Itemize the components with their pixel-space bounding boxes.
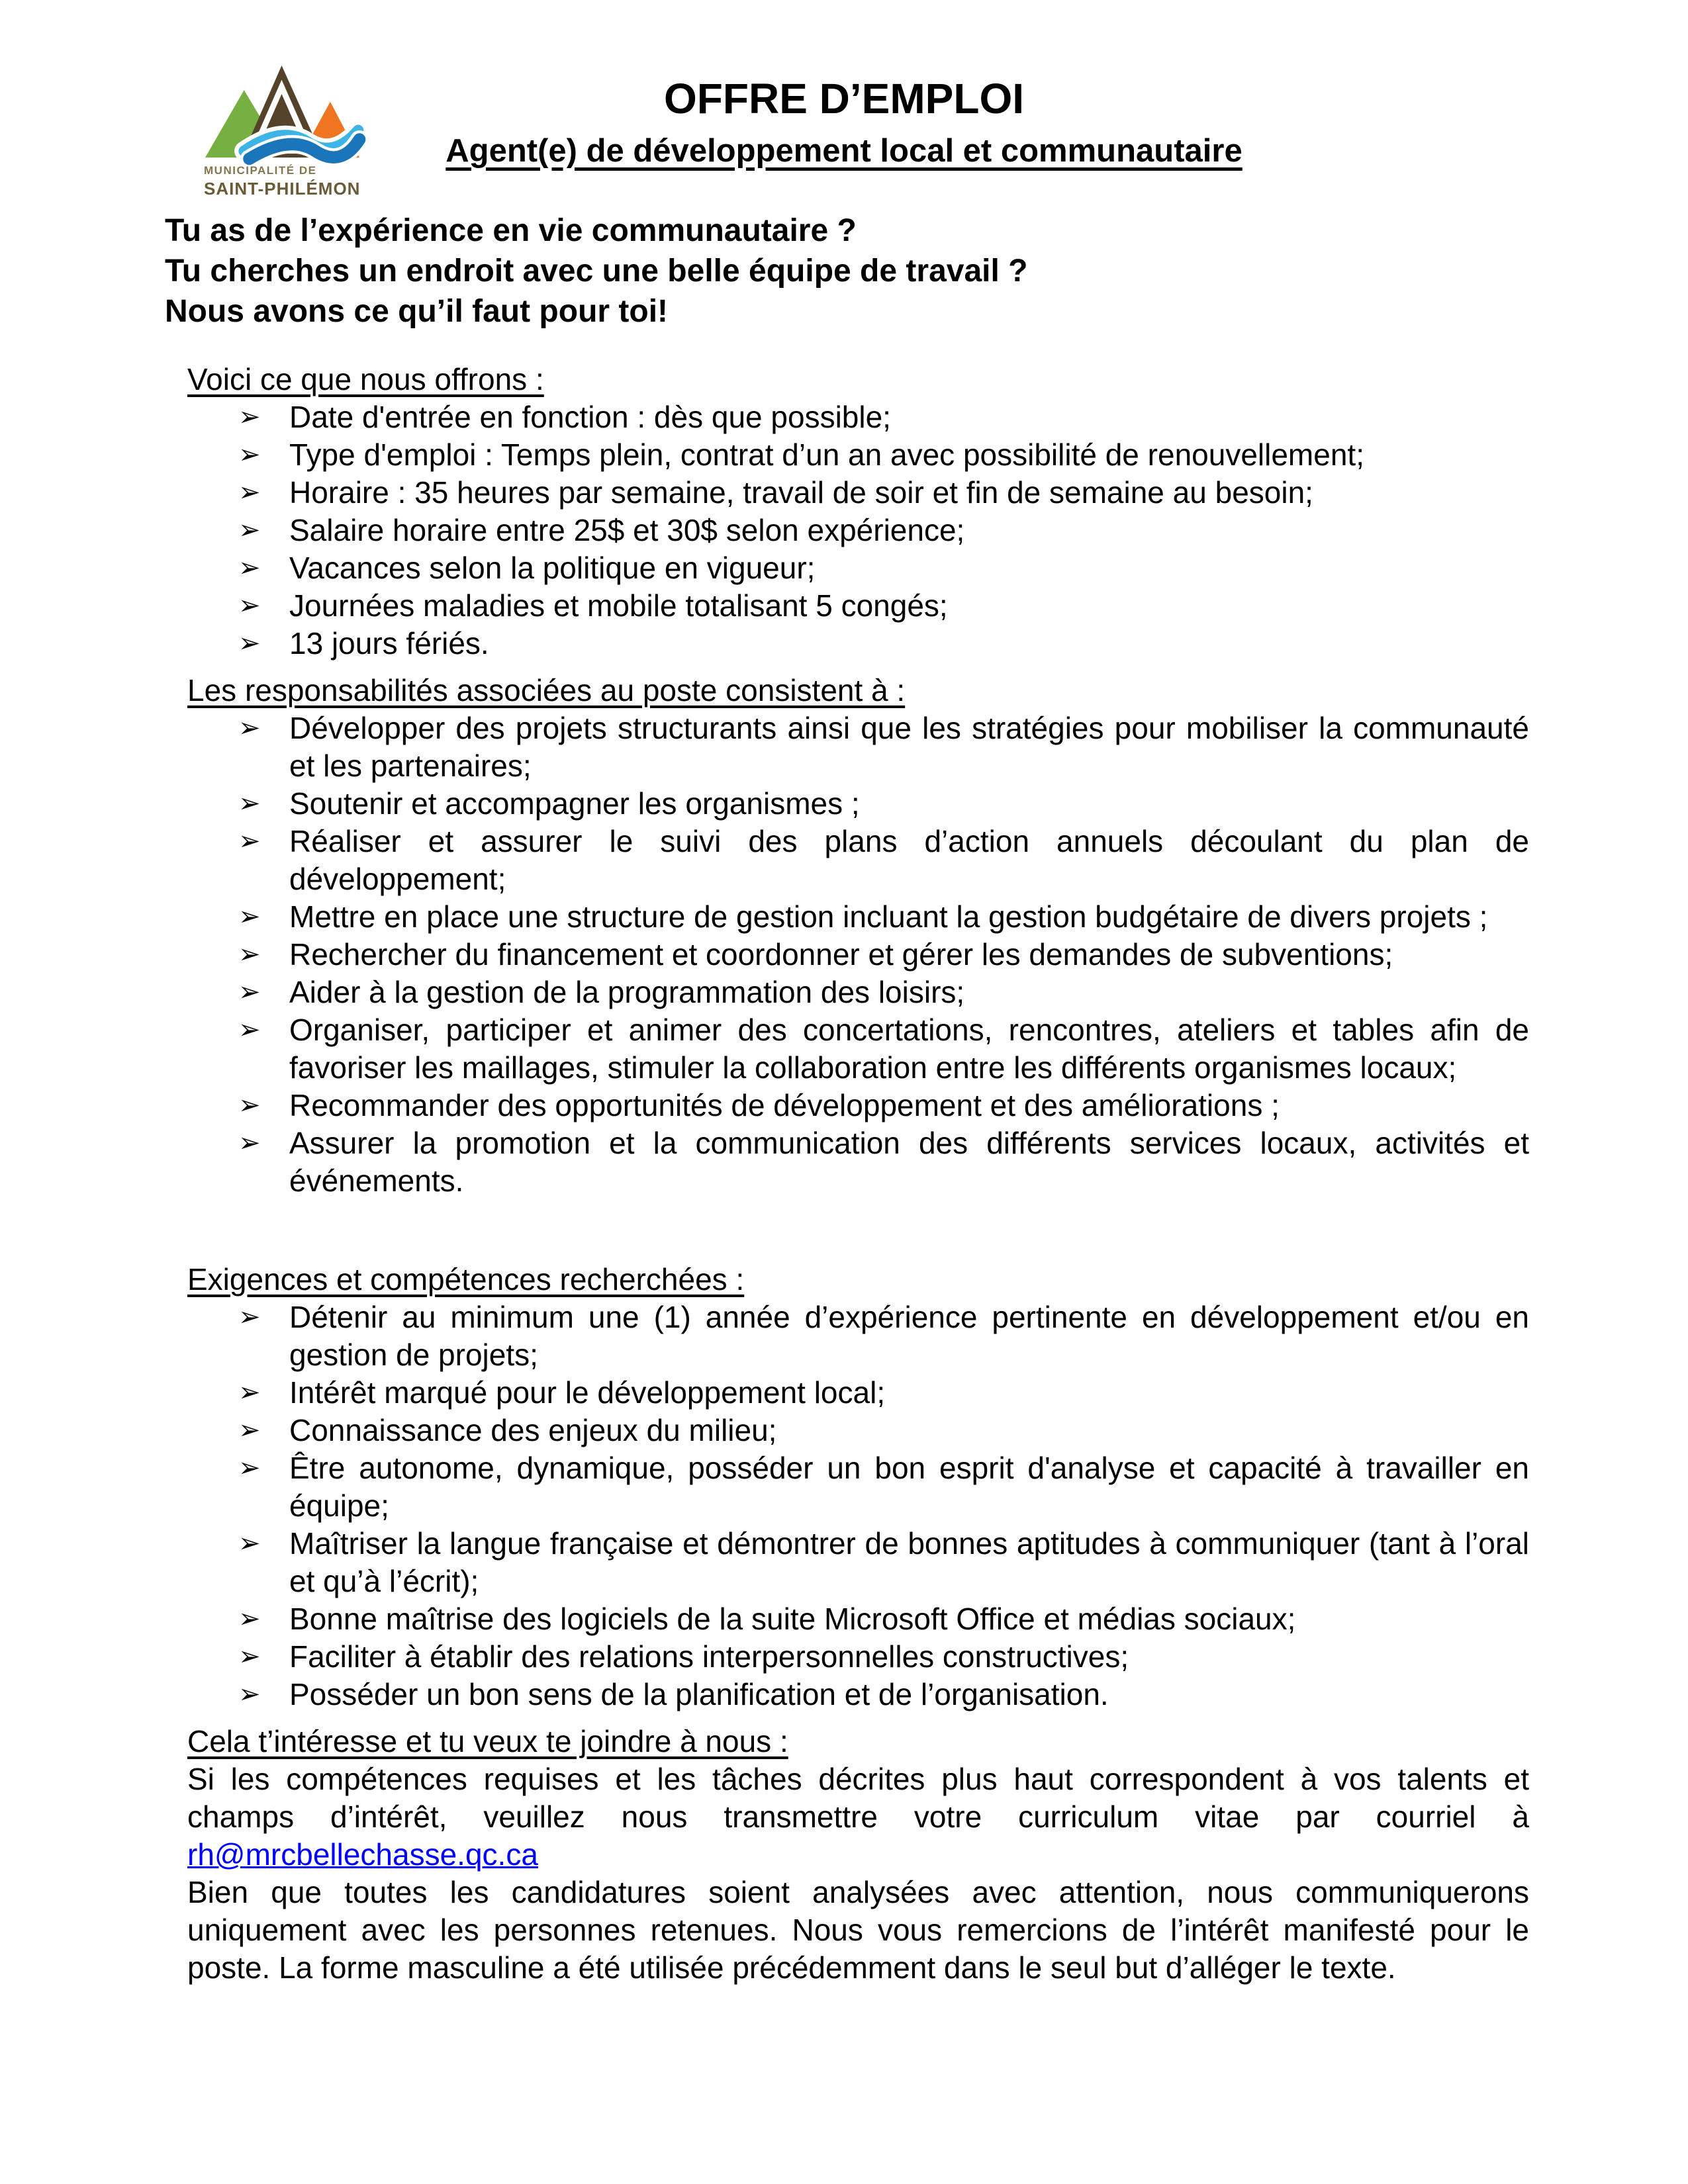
bullet-arrow-icon: ➢ [238, 628, 261, 659]
bullet-item [187, 549, 1529, 587]
intro-line-1: Tu as de l’expérience en vie communautaire ? [165, 213, 857, 248]
item-text: Salaire horaire entre 25$ et 30$ selon expérience; [289, 513, 965, 547]
item-text: Recommander des opportunités de développement et des améliorations ; [289, 1088, 1280, 1122]
bullet-item [187, 898, 1529, 936]
bullet-item [187, 1638, 1529, 1676]
bullet-arrow-icon: ➢ [238, 1604, 261, 1634]
item-text: Assurer la promotion et la communication des différents services locaux, activités et événements. [289, 1126, 1529, 1198]
item-text: Être autonome, dynamique, posséder un bon esprit d'analyse et capacité à travailler en équipe; [289, 1451, 1529, 1523]
bullet-item [187, 512, 1529, 549]
bullet-arrow-icon: ➢ [238, 1302, 261, 1332]
item-text: Connaissance des enjeux du milieu; [289, 1413, 777, 1447]
item-text: Rechercher du financement et coordonner et gérer les demandes de subventions; [289, 937, 1393, 972]
bullet-arrow-icon: ➢ [238, 1128, 261, 1158]
bullet-arrow-icon: ➢ [238, 402, 261, 432]
bullet-item [187, 436, 1529, 474]
item-text: Vacances selon la politique en vigueur; [289, 551, 816, 585]
org-name-line1: MUNICIPALITÉ DE [204, 164, 317, 177]
item-text: Posséder un bon sens de la planification et de l’organisation. [289, 1677, 1109, 1711]
section-offers-heading: Voici ce que nous offrons : [187, 362, 544, 396]
intro-block [165, 210, 1530, 332]
bullet-item [187, 1676, 1529, 1713]
bullet-arrow-icon: ➢ [238, 1453, 261, 1483]
bullet-item [187, 785, 1529, 823]
bullet-arrow-icon: ➢ [238, 1679, 261, 1709]
bullet-arrow-icon: ➢ [238, 977, 261, 1007]
closing-paragraph-1 [187, 1760, 1529, 1874]
bullet-arrow-icon: ➢ [238, 553, 261, 583]
item-text: Faciliter à établir des relations interpersonnelles constructives; [289, 1639, 1129, 1674]
bullet-item [187, 936, 1529, 974]
intro-line-3: Nous avons ce qu’il faut pour toi! [165, 294, 669, 329]
closing-paragraph-2: Bien que toutes les candidatures soient analysées avec attention, nous communiquerons uniquement avec les personnes retenues. Nous vous remercions de l’intérêt manifesté pour le poste. La forme masculine a été utilisée précédemment dans le seul but d’alléger le texte. [187, 1875, 1529, 1985]
item-text: Aider à la gestion de la programmation des loisirs; [289, 975, 965, 1009]
bullet-arrow-icon: ➢ [238, 939, 261, 970]
closing-heading: Cela t’intéresse et tu veux te joindre à nous : [187, 1724, 788, 1758]
document-header [0, 0, 1688, 210]
bullet-arrow-icon: ➢ [238, 590, 261, 621]
bullet-arrow-icon: ➢ [238, 901, 261, 932]
item-text: Journées maladies et mobile totalisant 5 congés; [289, 588, 948, 623]
offers-list [187, 398, 1529, 662]
item-text: Détenir au minimum une (1) année d’expérience pertinente en développement et/ou en gestion de projets; [289, 1300, 1529, 1372]
page-title: OFFRE D’EMPLOI [664, 75, 1024, 122]
item-text: Maîtriser la langue française et démontrer de bonnes aptitudes à communiquer (tant à l’oral et qu’à l’écrit); [289, 1526, 1529, 1598]
email-link[interactable]: rh@mrcbellechasse.qc.ca [187, 1837, 538, 1872]
bullet-item [187, 1449, 1529, 1525]
bullet-item [187, 1600, 1529, 1638]
bullet-arrow-icon: ➢ [238, 1377, 261, 1408]
bullet-arrow-icon: ➢ [238, 515, 261, 545]
bullet-item [187, 398, 1529, 436]
bullet-arrow-icon: ➢ [238, 439, 261, 470]
bullet-item [187, 1298, 1529, 1374]
item-text: Date d'entrée en fonction : dès que possible; [289, 400, 891, 434]
title-block [0, 74, 1688, 171]
item-text: Soutenir et accompagner les organismes ; [289, 786, 860, 821]
item-text: Type d'emploi : Temps plein, contrat d’un an avec possibilité de renouvellement; [289, 437, 1364, 472]
bullet-arrow-icon: ➢ [238, 1528, 261, 1559]
requirements-list [187, 1298, 1529, 1713]
section-requirements-heading: Exigences et compétences recherchées : [187, 1262, 745, 1297]
bullet-item [187, 587, 1529, 625]
bullet-arrow-icon: ➢ [238, 713, 261, 743]
bullet-arrow-icon: ➢ [238, 826, 261, 856]
item-text: Développer des projets structurants ainsi que les stratégies pour mobiliser la communauté et les partenaires; [289, 711, 1529, 783]
closing-paragraph-1-text: Si les compétences requises et les tâches décrites plus haut correspondent à vos talents et champs d’intérêt, veuillez nous transmettre votre curriculum vitae par courriel à [187, 1762, 1529, 1834]
bullet-arrow-icon: ➢ [238, 1641, 261, 1672]
bullet-item [187, 1412, 1529, 1449]
item-text: Intérêt marqué pour le développement local; [289, 1375, 886, 1410]
bullet-item [187, 474, 1529, 512]
item-text: Bonne maîtrise des logiciels de la suite Microsoft Office et médias sociaux; [289, 1602, 1296, 1636]
item-text: Réaliser et assurer le suivi des plans d’action annuels découlant du plan de développement; [289, 824, 1529, 896]
bullet-arrow-icon: ➢ [238, 1090, 261, 1120]
item-text: Organiser, participer et animer des concertations, rencontres, ateliers et tables afin de favoriser les maillages, stimuler la collaboration entre les différents organismes locaux; [289, 1013, 1529, 1085]
bullet-item [187, 1087, 1529, 1124]
bullet-item [187, 823, 1529, 898]
item-text: Horaire : 35 heures par semaine, travail de soir et fin de semaine au besoin; [289, 475, 1313, 510]
item-text: Mettre en place une structure de gestion incluant la gestion budgétaire de divers projets ; [289, 899, 1488, 934]
bullet-item [187, 1525, 1529, 1600]
bullet-item [187, 1011, 1529, 1087]
bullet-arrow-icon: ➢ [238, 1415, 261, 1445]
bullet-item [187, 709, 1529, 785]
intro-line-2: Tu cherches un endroit avec une belle équipe de travail ? [165, 253, 1028, 289]
section-responsibilities-heading: Les responsabilités associées au poste consistent à : [187, 673, 906, 707]
responsibilities-list [187, 709, 1529, 1200]
bullet-arrow-icon: ➢ [238, 1015, 261, 1045]
bullet-arrow-icon: ➢ [238, 788, 261, 819]
item-text: 13 jours fériés. [289, 626, 489, 660]
bullet-arrow-icon: ➢ [238, 477, 261, 508]
bullet-item [187, 1374, 1529, 1412]
bullet-item [187, 974, 1529, 1011]
page-subtitle: Agent(e) de développement local et communautaire [445, 133, 1243, 169]
bullet-item [187, 1124, 1529, 1200]
bullet-item [187, 625, 1529, 662]
org-name-line2: SAINT-PHILÉMON [204, 179, 361, 199]
